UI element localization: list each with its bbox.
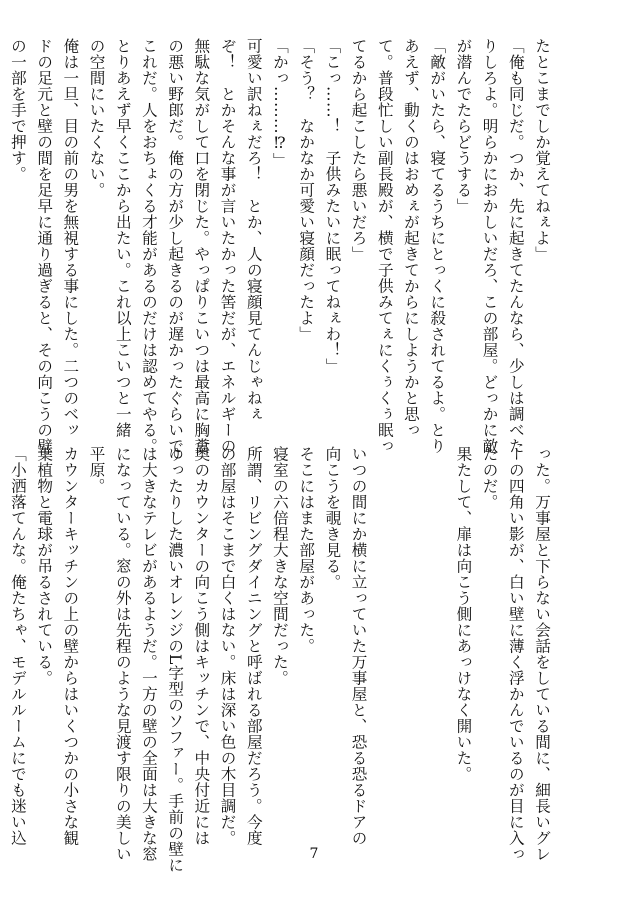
upper-text-block — [0, 38, 555, 454]
text-line: 寝室の六倍程大きな空間だった。 — [270, 446, 289, 686]
text-line — [372, 446, 398, 806]
text-line: 果たして、扉は向こう側にあっけなく開いた。 — [454, 446, 473, 782]
text-line: 葉植物と電球が吊るされている。 — [35, 446, 54, 686]
text-line: ドの足元と壁の間を足早に通り過ぎると、その向こうの壁 — [35, 38, 54, 454]
text-line: の部屋はそこまで白くはない。床は深い色の木目調だ。 — [218, 446, 237, 846]
text-line: 向こうを覗き見る。 — [323, 446, 342, 590]
text-line — [0, 38, 5, 398]
text-line — [398, 446, 424, 806]
text-line: 「そう？ なかなか可愛い寝顔だったよ」 — [297, 38, 316, 342]
text-line: てるから起こしたら悪いだろ」 — [349, 38, 368, 262]
text-line: ゆったりした濃いオレンジのL字型のソファー。手前の壁に — [166, 446, 185, 873]
text-line: カウンターキッチンの上の壁からはいくつかの小さな観 — [61, 446, 80, 846]
text-line: の一部を手で押す。 — [8, 38, 27, 182]
text-line: 平原。 — [87, 446, 106, 494]
text-line: 所謂、リビングダイニングと呼ばれる部屋だろう。今度 — [244, 446, 263, 846]
text-line: そこにはまた部屋があった。 — [297, 446, 316, 654]
text-line: った。万事屋と下らない会話をしている間に、細長いグレ — [533, 446, 551, 862]
text-line: あえず、動くのはおめぇが起きてからにしようかと思っ — [401, 38, 420, 438]
text-line: これだ。人をおちょくる才能があるのだけは認めてやる。 — [139, 38, 158, 454]
text-line: たのだ。 — [480, 446, 499, 510]
text-line: 「かっ………⁉」 — [270, 38, 289, 169]
text-line: 「俺も同じだ。つか、先に起きてたんなら、少しは調べた — [506, 38, 525, 454]
text-line: 「敵がいたら、寝てるうちにとっくに殺されてるよ。とり — [428, 38, 447, 454]
text-line: 可愛い訳ねぇだろ！ とか、人の寝顔見てんじゃねぇ — [244, 38, 263, 422]
text-line: りしろよ。明らかにおかしいだろ、この部屋。どっかに敵 — [480, 38, 499, 454]
text-line: ぞ！ とかそんな事が言いたかった筈だが、エネルギーの — [218, 38, 237, 454]
text-line: の悪い野郎だ。俺の方が少し起きるのが遅かったぐらいで — [166, 38, 185, 454]
text-line: が潜んでたらどうする」 — [454, 38, 473, 214]
text-line: たとこまでしか覚えてねぇよ」 — [533, 38, 551, 262]
page-number: 7 — [309, 846, 319, 862]
text-line: いつの間にか横に立っていた万事屋と、恐る恐るドアの — [349, 446, 368, 846]
text-line: とりあえず早くここから出たい。これ以上こいつと一緒 — [113, 38, 132, 438]
text-line: 俺は一旦、目の前の男を無視する事にした。二つのベッ — [61, 38, 80, 438]
text-line: の空間にいたくない。 — [87, 38, 106, 198]
text-line: ーの四角い影が、白い壁に薄く浮かんでいるのが目に入っ — [506, 446, 525, 862]
text-line: 無駄な気がして口を閉じた。やっぱりこいつは最高に胸糞 — [192, 38, 211, 454]
text-line: 「こっ……！ 子供みたいに眠ってねぇわ！」 — [323, 38, 342, 374]
text-line: は大きなテレビがあるようだ。一方の壁の全面は大きな窓 — [139, 446, 158, 862]
text-line: 「小洒落てんな。俺たちゃ、モデルルームにでも迷い込 — [8, 446, 27, 846]
lower-text-block — [0, 446, 555, 873]
text-line: て。普段忙しい副長殿が、横で子供みてぇにくぅくぅ眠っ — [375, 38, 394, 454]
text-line — [424, 446, 450, 806]
text-line: になっている。窓の外は先程のような見渡す限りの美しい — [113, 446, 132, 862]
text-line: 奥のカウンターの向こう側はキッチンで、中央付近には — [192, 446, 211, 846]
